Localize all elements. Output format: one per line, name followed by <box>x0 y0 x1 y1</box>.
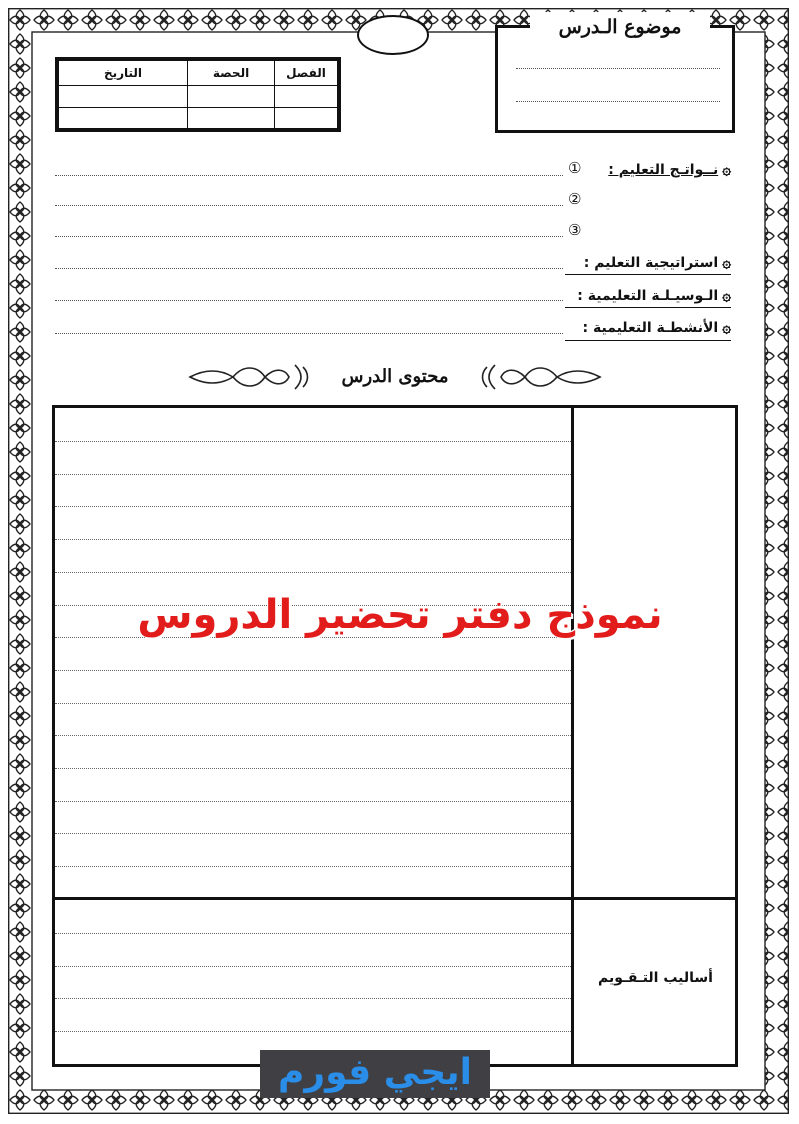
flower-icon: ۞ <box>722 286 731 304</box>
writing-line[interactable] <box>55 833 571 834</box>
writing-line[interactable] <box>55 572 571 573</box>
writing-line[interactable] <box>55 539 571 540</box>
writing-line[interactable] <box>55 966 571 967</box>
period-column-header: الحصة <box>188 61 275 86</box>
top-oval-ornament <box>357 15 429 55</box>
brand-logo-text: ايجي فورم <box>277 1052 472 1093</box>
writing-line[interactable] <box>55 506 571 507</box>
date-column-header: التاريخ <box>59 61 188 86</box>
lesson-topic-title: موضوع الـدرس <box>530 12 710 42</box>
writing-line[interactable] <box>55 866 571 867</box>
activities-line[interactable] <box>55 333 563 334</box>
writing-line[interactable] <box>55 998 571 999</box>
writing-line[interactable] <box>55 441 571 442</box>
writing-line[interactable] <box>55 735 571 736</box>
activities-underline <box>565 340 731 341</box>
lesson-content-title: محتوى الدرس <box>341 366 449 387</box>
period-cell[interactable] <box>188 107 275 129</box>
flower-icon: ۞ <box>722 318 731 336</box>
writing-line[interactable] <box>55 670 571 671</box>
outcome-2-line[interactable] <box>55 205 563 206</box>
writing-line[interactable] <box>55 933 571 934</box>
date-cell[interactable] <box>59 107 188 129</box>
lesson-content-box <box>52 405 738 1067</box>
date-table <box>55 57 341 132</box>
outcome-number-3: ③ <box>568 221 582 239</box>
means-line[interactable] <box>55 300 563 301</box>
teaching-activities-label: ۞الأنشطـة التعليمية : <box>582 318 731 336</box>
date-cell[interactable] <box>59 86 188 108</box>
writing-line[interactable] <box>55 474 571 475</box>
flower-icon: ۞ <box>722 160 731 178</box>
writing-line[interactable] <box>55 1031 571 1032</box>
strategy-line[interactable] <box>55 268 563 269</box>
learning-outcomes-label: ۞نــواتـج التعليم : <box>608 160 731 178</box>
watermark-title: نموذج دفتر تحضير الدروس <box>137 592 663 638</box>
means-underline <box>565 307 731 308</box>
flower-icon: ۞ <box>722 253 731 271</box>
writing-line[interactable] <box>55 768 571 769</box>
period-cell[interactable] <box>188 86 275 108</box>
outcome-number-2: ② <box>568 190 582 208</box>
outcome-1-line[interactable] <box>55 175 563 176</box>
class-cell[interactable] <box>275 107 338 129</box>
teaching-means-label: ۞الـوسيـلـة التعليمية : <box>577 286 731 304</box>
class-cell[interactable] <box>275 86 338 108</box>
strategy-underline <box>565 274 731 275</box>
writing-line[interactable] <box>55 801 571 802</box>
outcome-3-line[interactable] <box>55 236 563 237</box>
evaluation-methods-label: أساليب التـقـويم <box>598 970 713 986</box>
writing-line[interactable] <box>55 703 571 704</box>
evaluation-divider <box>52 897 738 900</box>
column-divider <box>571 405 574 1067</box>
teaching-strategy-label: ۞استراتيجية التعليم : <box>583 253 731 271</box>
outcome-number-1: ① <box>568 159 582 177</box>
class-column-header: الفصل <box>275 61 338 86</box>
